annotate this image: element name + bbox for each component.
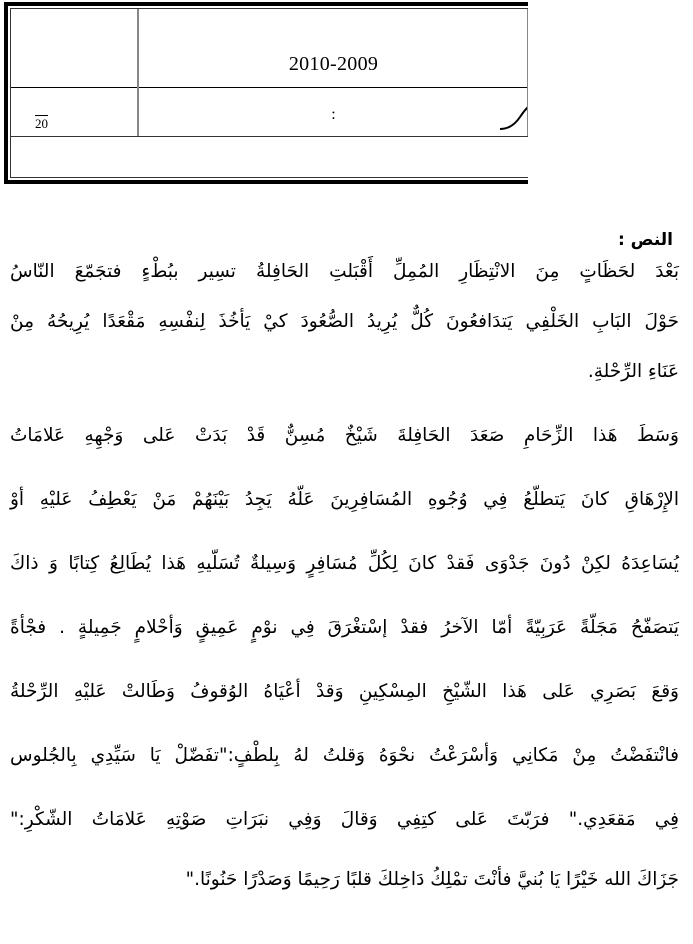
passage-line: فانْتفَضْتُ مِنْ مَكانِي وَأسْرَعْتُ نحْوَهُ وَقلتُ لهُ بِلطْفٍ:"تفَضّلْ يَا سَيِّدِي بِالجُلوس	[10, 745, 679, 766]
passage-line: فِي مَقعَدِي." فرَبّتَ عَلى كتِفِي وَقالَ وَفِي نبَرَاتِ صَوْتِهِ عَلامَاتُ الشّكْرِ:"	[10, 809, 679, 830]
school-year: 2010-2009	[288, 53, 379, 75]
passage-line: جَزَاكَ الله خَيْرًا يَا بُنيَّ فأنْتَ تمْلِكُ دَاخِلكَ قلبًا رَحِيمًا وَصَدْرًا حَنُونًا."	[185, 869, 679, 890]
reading-passage	[10, 228, 679, 890]
exam-header-inner	[10, 8, 528, 178]
passage-line: الإِرْهَاقِ كانَ يَتطلّعُ فِي وُجُوهِ المُسَافِرِينَ عَلّهُ يَجِدُ بَيْنَهُمْ مَنْ يَعْطِفُ عَليْهِ أوْ	[10, 489, 679, 510]
header-row-year	[11, 9, 528, 88]
passage-line: عَنَاءِ الرِّحْلةِ.	[587, 361, 679, 382]
field-separator: :	[331, 106, 336, 123]
passage-line: بَعْدَ لحَظَاتٍ مِنَ الانْتِظَارِ المُمِلِّ أَقْبَلتِ الحَافِلةُ تسِير ببُطْءٍ فتجَمّعَ النّاسُ	[10, 261, 679, 282]
passage-line: وَسَطَ هَذا الزِّحَامِ صَعَدَ الحَافِلةَ شَيْخٌ مُسِنٌّ قَدْ بَدَتْ عَلى وَجْهِهِ عَلامَاتُ	[10, 425, 679, 446]
header-row-score	[11, 88, 528, 137]
exam-header-table	[4, 2, 528, 184]
column-divider	[137, 9, 139, 136]
score-denominator: 20	[35, 116, 48, 131]
decorative-curve-icon	[498, 103, 528, 131]
column-divider-right	[527, 9, 528, 136]
passage-line: وَقعَ بَصَرِي عَلى هَذا الشّيْخِ المِسْكِينِ وَقدْ أعْيَاهُ الوُقوفُ وَطَالتْ عَليْهِ الرِّحْلةُ	[10, 681, 679, 702]
passage-line: حَوْلَ البَابِ الخَلْفِي يَتدَافعُونَ كُلٌّ يُرِيدُ الصُّعُودَ كيْ يَأخُذَ لِنفْسِهِ مَقْعَدًا يُرِيحُهُ مِنْ	[10, 311, 679, 332]
header-row-blank	[11, 138, 528, 177]
passage-heading: النص :	[617, 230, 673, 250]
passage-line: يَتصَفّحُ مَجَلّةً عَرَبِيّةً أمّا الآخرُ فقدْ إسْتغْرَقَ فِي نوْمٍ عَمِيقٍ وَأحْلامٍ جَمِيلةٍ . فجْأةً	[10, 617, 679, 638]
passage-line: يُسَاعِدَهُ لكِنْ دُونَ جَدْوَى فَقدْ كانَ لِكُلِّ مُسَافِرٍ وَسِيلةٌ تُسَلّيهِ هَذا يُطَالِعُ كِتابًا وَ ذاكَ	[10, 553, 679, 574]
